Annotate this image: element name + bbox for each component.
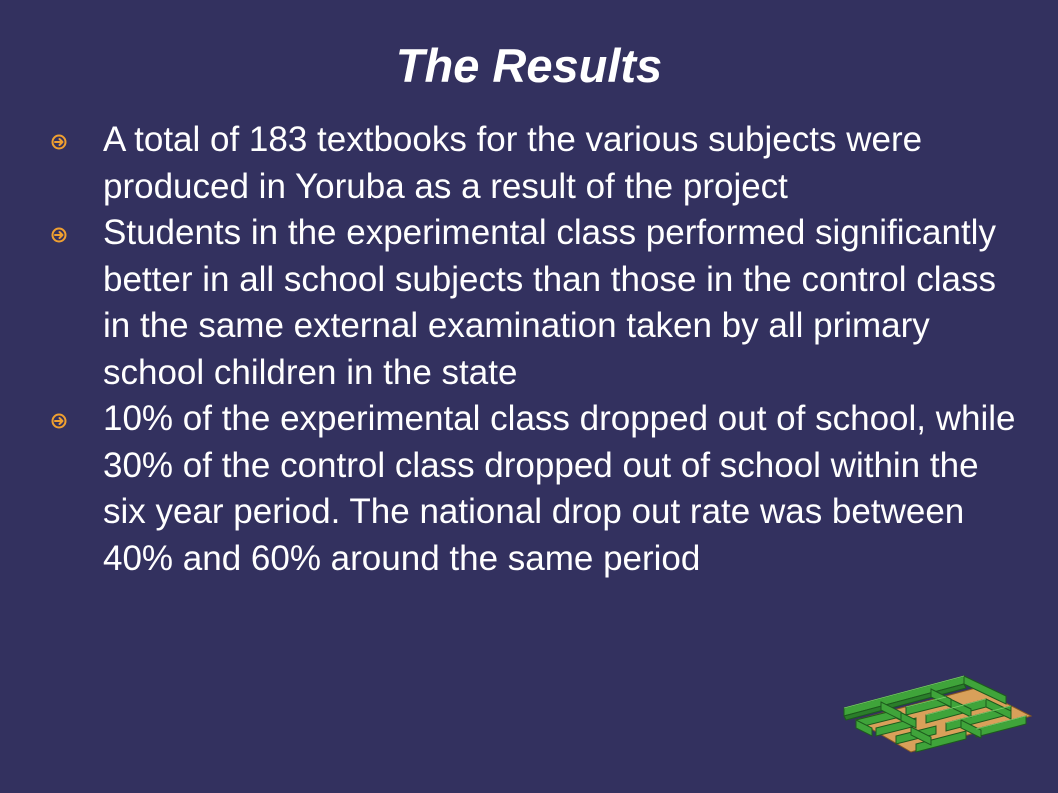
arrow-circle-icon — [51, 413, 67, 429]
bullet-text: 10% of the experimental class dropped out of school, while 30% of the control class dropped out of school within the six year period. The national drop out rate was between 40% and 60% around the same period — [103, 399, 1016, 578]
slide-title: The Results — [395, 39, 663, 92]
bullet-item — [48, 396, 1028, 582]
arrow-circle-icon — [51, 134, 67, 150]
bullet-item — [48, 117, 1028, 210]
bullet-text: A total of 183 textbooks for the various subjects were produced in Yoruba as a result of the project — [103, 120, 923, 206]
bullet-text: Students in the experimental class performed significantly better in all school subjects than those in the control class in the same external examination taken by all primary school children in the state — [103, 213, 996, 392]
bullet-item — [48, 210, 1028, 396]
arrow-circle-icon — [51, 227, 67, 243]
maze-icon — [836, 658, 1036, 758]
bullet-list — [48, 117, 1028, 582]
